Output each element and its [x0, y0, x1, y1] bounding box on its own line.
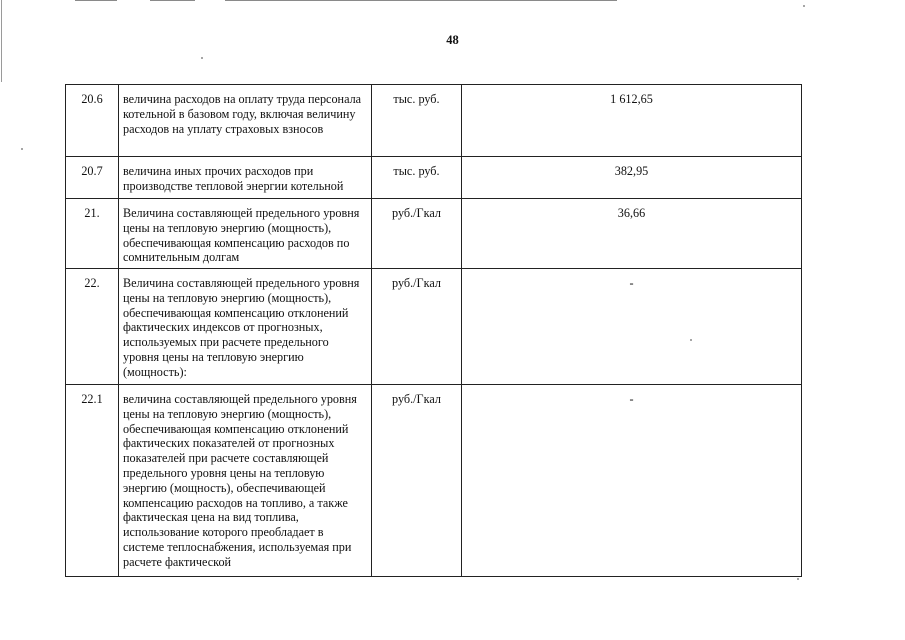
- row-unit: тыс. руб.: [372, 85, 462, 157]
- row-description: Величина составляющей предельного уровня цены на тепловую энергию (мощность), обеспечивающая компенсацию отклонений фактических индексов от прогнозных, используемых при расчете предельного уровня цены на тепловую энергию (мощность):: [119, 269, 372, 385]
- row-value: -: [462, 385, 802, 577]
- row-number: 20.6: [66, 85, 119, 157]
- row-value: 1 612,65: [462, 85, 802, 157]
- scan-speck: [21, 148, 23, 150]
- table-row: [66, 199, 802, 269]
- row-value: 36,66: [462, 199, 802, 269]
- row-description: Величина составляющей предельного уровня цены на тепловую энергию (мощность), обеспечивающая компенсацию расходов по сомнительным долгам: [119, 199, 372, 269]
- row-value: 382,95: [462, 157, 802, 199]
- row-description: величина составляющей предельного уровня цены на тепловую энергию (мощность), обеспечивающая компенсацию отклонений фактических показателей от прогнозных показателей при расчете составляющей предельного уровня цены на тепловую энергию (мощность), обеспечивающей компенсацию расходов на топливо, а также фактическая цена на вид топлива, использование которого преобладает в системе теплоснабжения, используемая при расчете фактической: [119, 385, 372, 577]
- table-row: [66, 385, 802, 577]
- data-table: [65, 84, 802, 577]
- row-number: 21.: [66, 199, 119, 269]
- row-description: величина расходов на оплату труда персонала котельной в базовом году, включая величину расходов на уплату страховых взносов: [119, 85, 372, 157]
- row-unit: руб./Гкал: [372, 199, 462, 269]
- row-unit: руб./Гкал: [372, 385, 462, 577]
- table-row: [66, 85, 802, 157]
- row-number: 20.7: [66, 157, 119, 199]
- page-number: 48: [446, 33, 459, 47]
- scan-speck: [201, 57, 203, 59]
- table-row: [66, 157, 802, 199]
- scan-speck: [803, 5, 805, 7]
- row-description: величина иных прочих расходов при производстве тепловой энергии котельной: [119, 157, 372, 199]
- row-unit: руб./Гкал: [372, 269, 462, 385]
- scan-line: [225, 0, 617, 1]
- row-value: -: [462, 269, 802, 385]
- row-number: 22.: [66, 269, 119, 385]
- table-row: [66, 269, 802, 385]
- scan-line: [75, 0, 117, 1]
- row-number: 22.1: [66, 385, 119, 577]
- row-unit: тыс. руб.: [372, 157, 462, 199]
- scan-speck: [797, 578, 799, 580]
- scan-line: [150, 0, 195, 1]
